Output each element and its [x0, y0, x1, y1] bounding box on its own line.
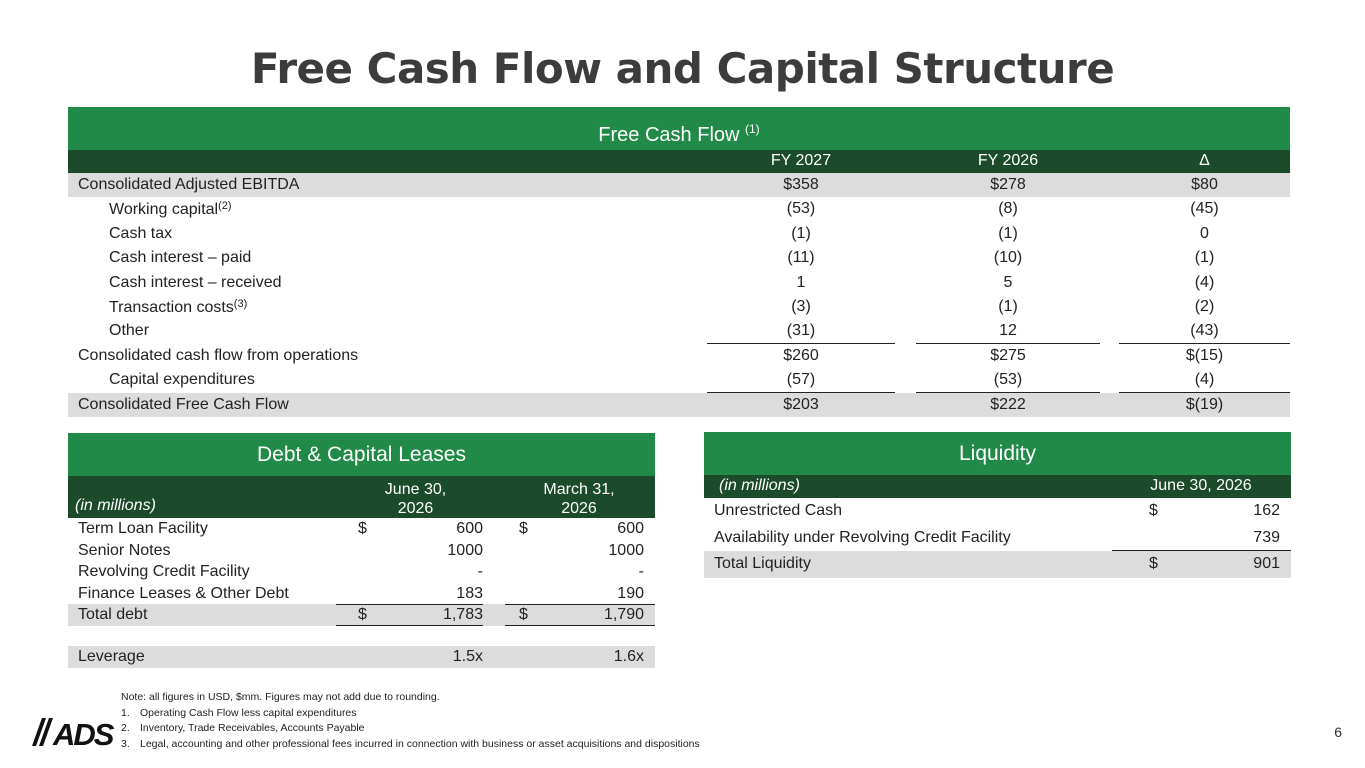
row-label-text: Cash interest – paid	[109, 249, 252, 267]
row-label: Revolving Credit Facility	[78, 563, 250, 581]
total-rule	[505, 625, 655, 626]
row-label: Availability under Revolving Credit Facility	[714, 528, 1011, 546]
cell-fy2027: (57)	[786, 371, 816, 389]
total-rule	[336, 625, 483, 626]
cell-fy2026: (1)	[998, 224, 1018, 242]
ads-logo	[30, 716, 120, 748]
cell-june-2026: -	[477, 563, 483, 581]
row-footnote: (2)	[218, 200, 232, 213]
row-label	[78, 176, 299, 194]
cell-june-2026: 1.5x	[452, 647, 483, 665]
row-label: Finance Leases & Other Debt	[78, 584, 289, 602]
row-label	[109, 298, 247, 317]
row-label: Term Loan Facility	[78, 520, 208, 537]
cell-march-2026: 1,790	[603, 606, 644, 624]
fcf-table-header	[68, 107, 1290, 150]
total-rule	[505, 604, 655, 605]
fcf-col-delta: Δ	[1199, 152, 1210, 169]
cell-value: 739	[1253, 528, 1280, 546]
cell-june-2026: 1000	[447, 541, 483, 559]
cell-fy2026: $222	[990, 395, 1026, 413]
table-row	[68, 319, 1290, 343]
free-cash-flow-table	[68, 107, 1290, 417]
cell-delta: (2)	[1194, 297, 1215, 315]
cell-fy2026: (10)	[993, 249, 1023, 267]
col-header-line: March 31,	[543, 481, 615, 498]
row-label-text: Consolidated Free Cash Flow	[78, 395, 289, 413]
table-row	[68, 393, 1290, 417]
cell-fy2026: $278	[990, 176, 1026, 193]
row-label-text: Other	[109, 322, 150, 340]
row-label-text: Cash interest – received	[109, 273, 282, 291]
cell-fy2026: (8)	[998, 200, 1018, 218]
row-label: Senior Notes	[78, 541, 171, 559]
footnote-intro: Note: all figures in USD, $mm. Figures may not add due to rounding.	[121, 691, 440, 703]
footnote-text: Operating Cash Flow less capital expenditures	[140, 706, 357, 719]
cell-delta: 0	[1200, 224, 1209, 242]
footnote-item	[121, 721, 700, 737]
leverage-row	[68, 646, 655, 668]
currency-symbol: $	[358, 606, 367, 624]
currency-symbol: $	[519, 520, 528, 537]
cell-fy2026: (1)	[998, 297, 1018, 315]
units-label: (in millions)	[719, 477, 800, 494]
footnote-item	[121, 706, 700, 722]
cell-delta: (4)	[1194, 371, 1215, 389]
liquidity-col-june-2026: June 30, 2026	[1150, 477, 1252, 494]
table-row	[68, 368, 1290, 392]
table-row	[68, 197, 1290, 221]
table-row	[68, 222, 1290, 246]
cell-march-2026: -	[638, 563, 644, 581]
footnote-item	[121, 737, 700, 753]
table-row	[68, 295, 1290, 319]
table-row-total	[704, 551, 1291, 578]
row-footnote: (3)	[233, 297, 248, 310]
row-label: Unrestricted Cash	[714, 502, 843, 519]
cell-delta: (4)	[1194, 273, 1215, 291]
table-row	[704, 498, 1291, 525]
cell-march-2026: 600	[617, 520, 644, 537]
table-row	[68, 173, 1290, 197]
cell-delta: $80	[1191, 176, 1218, 193]
currency-symbol: $	[1149, 502, 1158, 519]
cell-june-2026: 183	[456, 584, 483, 602]
table-row	[68, 271, 1290, 295]
row-label: Total debt	[78, 606, 148, 624]
cell-delta: (1)	[1194, 249, 1215, 267]
table-row	[68, 246, 1290, 270]
row-label	[109, 371, 255, 389]
row-label-text: Working capital	[109, 201, 219, 219]
cell-march-2026: 1.6x	[613, 647, 644, 665]
total-rule	[336, 604, 483, 605]
row-label	[109, 225, 172, 243]
col-header-line: 2026	[397, 500, 434, 517]
table-row	[704, 525, 1291, 552]
footnotes	[121, 690, 700, 752]
cell-fy2027: $358	[783, 176, 819, 193]
footnote-number: 3.	[121, 737, 130, 750]
currency-symbol: $	[358, 520, 367, 537]
row-label	[78, 347, 358, 365]
cell-fy2027: 1	[796, 273, 806, 291]
table-row	[68, 344, 1290, 368]
spacer	[68, 626, 655, 646]
fcf-col-fy2027: FY 2027	[770, 152, 832, 169]
col-header-line: June 30,	[384, 481, 447, 498]
cell-fy2027: (31)	[786, 322, 816, 340]
cell-march-2026: 190	[617, 584, 644, 602]
cell-june-2026: 1,783	[442, 606, 483, 624]
row-label-text: Capital expenditures	[109, 371, 255, 389]
cell-fy2027: $260	[783, 346, 819, 364]
row-label	[78, 396, 289, 414]
cell-fy2027: (3)	[791, 297, 811, 315]
page-title: Free Cash Flow and Capital Structure	[250, 44, 1115, 93]
units-label: (in millions)	[75, 497, 156, 514]
footnote-text: Legal, accounting and other professional fees incurred in connection with business or asset acquisitions and dispositions	[140, 737, 700, 750]
fcf-title: Free Cash Flow	[598, 124, 740, 146]
debt-column-headers	[68, 476, 655, 518]
row-label	[109, 322, 149, 340]
cell-fy2027: (1)	[791, 224, 811, 242]
footnote-number: 1.	[121, 706, 130, 719]
row-label-text: Cash tax	[109, 224, 173, 242]
table-row	[68, 561, 655, 583]
table-row-total	[68, 604, 655, 626]
cell-fy2027: (53)	[786, 200, 816, 218]
debt-col-june-2026	[348, 480, 483, 518]
cell-march-2026: 1000	[608, 541, 644, 559]
liquidity-table	[704, 432, 1291, 578]
cell-delta: $(19)	[1185, 395, 1224, 413]
cell-fy2027: $203	[783, 395, 819, 413]
table-row	[68, 540, 655, 562]
cell-fy2026: 12	[999, 322, 1017, 340]
cell-delta: $(15)	[1185, 346, 1224, 364]
row-label-text: Consolidated Adjusted EBITDA	[78, 176, 300, 193]
footnote-number: 2.	[121, 722, 130, 734]
cell-fy2026: (53)	[993, 371, 1023, 389]
cell-fy2026: $275	[990, 346, 1026, 364]
fcf-col-fy2026: FY 2026	[977, 152, 1039, 169]
row-label-text: Transaction costs	[109, 298, 234, 316]
cell-fy2026: 5	[1003, 273, 1013, 291]
logo-text: ADS	[53, 717, 113, 748]
debt-table-header: Debt & Capital Leases	[68, 433, 655, 476]
col-header-line: 2026	[561, 500, 597, 517]
currency-symbol: $	[519, 606, 528, 624]
row-label	[109, 274, 282, 292]
row-label-text: Consolidated cash flow from operations	[78, 346, 359, 364]
cell-delta: (43)	[1190, 322, 1219, 340]
row-label	[109, 249, 251, 267]
fcf-column-headers	[68, 150, 1290, 173]
cell-fy2027: (11)	[787, 249, 815, 267]
page-number: 6	[1334, 724, 1342, 740]
table-row	[68, 583, 655, 605]
row-label	[109, 200, 232, 219]
cell-delta: (45)	[1190, 200, 1219, 218]
row-label: Total Liquidity	[714, 555, 811, 573]
table-row	[68, 518, 655, 540]
liquidity-table-header: Liquidity	[704, 432, 1291, 475]
fcf-title-footnote: (1)	[745, 122, 760, 136]
row-label: Leverage	[78, 647, 145, 665]
cell-value: 162	[1253, 502, 1280, 519]
cell-value: 901	[1253, 555, 1280, 573]
cell-june-2026: 600	[456, 520, 483, 537]
debt-capital-leases-table	[68, 433, 655, 668]
currency-symbol: $	[1149, 555, 1158, 573]
footnote-text: Inventory, Trade Receivables, Accounts Payable	[140, 722, 365, 734]
liquidity-column-headers	[704, 475, 1291, 498]
debt-col-march-2026	[514, 480, 644, 518]
